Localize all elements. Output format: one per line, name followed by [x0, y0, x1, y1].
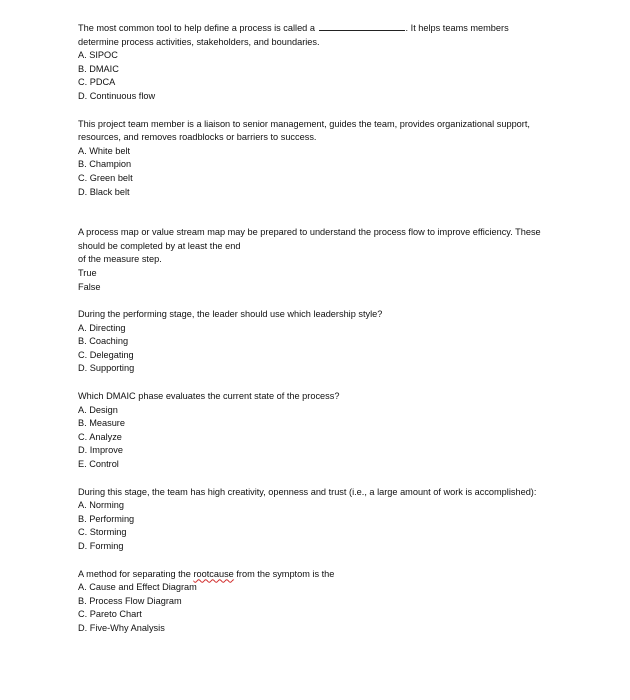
option: False [78, 281, 101, 292]
question-4-text: During the performing stage, the leader should use which leadership style? [78, 309, 383, 320]
question-1 [78, 22, 548, 104]
question-3-text-line2: of the measure step. [78, 254, 162, 265]
question-2 [78, 118, 548, 200]
question-1-options [78, 49, 548, 103]
question-7-text [78, 568, 548, 582]
option: A. Design [78, 404, 118, 415]
option: E. Control [78, 459, 119, 470]
option: D. Black belt [78, 186, 130, 197]
option: C. PDCA [78, 77, 116, 88]
option: B. Champion [78, 159, 132, 170]
option: A. Norming [78, 500, 124, 511]
question-6 [78, 486, 548, 554]
option: D. Forming [78, 541, 124, 551]
option: C. Delegating [78, 349, 134, 360]
option: B. Measure [78, 418, 125, 429]
option: B. DMAIC [78, 63, 119, 74]
question-3-text-line1: A process map or value stream map may be prepared to understand the process flow to improve efficiency. These should be completed by at least the end [78, 227, 541, 251]
answer-blank [319, 22, 405, 31]
question-4-options [78, 322, 548, 376]
question-7-text-before: A method for separating the [78, 568, 191, 579]
question-5-text: Which DMAIC phase evaluates the current state of the process? [78, 391, 340, 402]
question-6-text: During this stage, the team has high creativity, openness and trust (i.e., a large amount of work is accomplished): [78, 486, 537, 497]
option: True [78, 267, 97, 278]
spellcheck-word: rootcause [193, 568, 234, 579]
option: D. Continuous flow [78, 90, 156, 101]
option: C. Pareto Chart [78, 609, 142, 620]
option: B. Process Flow Diagram [78, 595, 182, 606]
question-2-options [78, 145, 548, 199]
question-4 [78, 308, 548, 376]
option: D. Supporting [78, 363, 135, 374]
option: C. Green belt [78, 172, 133, 183]
option: A. Cause and Effect Diagram [78, 582, 197, 593]
option: A. SIPOC [78, 50, 118, 61]
option: A. Directing [78, 322, 126, 333]
option: C. Storming [78, 527, 127, 538]
option: D. Improve [78, 445, 123, 456]
option: D. Five-Why Analysis [78, 622, 165, 633]
question-5 [78, 390, 548, 472]
question-3 [78, 226, 548, 294]
option: B. Coaching [78, 336, 129, 347]
question-7 [78, 568, 548, 636]
quiz-page [78, 22, 548, 636]
question-1-text-after: . It helps teams members determine process activities, stakeholders, and boundaries. [78, 23, 509, 47]
question-3-options [78, 267, 548, 294]
option: C. Analyze [78, 431, 122, 442]
question-6-options [78, 499, 548, 553]
question-5-options [78, 404, 548, 472]
question-7-text-after: from the symptom is the [236, 568, 335, 579]
question-3-text [78, 226, 548, 267]
option: A. White belt [78, 145, 131, 156]
question-1-text [78, 22, 548, 49]
question-2-text: This project team member is a liaison to senior management, guides the team, provides organizational support, resources, and removes roadblocks or barriers to success. [78, 118, 530, 143]
question-7-options [78, 581, 548, 635]
question-1-text-before: The most common tool to help define a process is called a [78, 23, 315, 33]
option: B. Performing [78, 513, 135, 524]
